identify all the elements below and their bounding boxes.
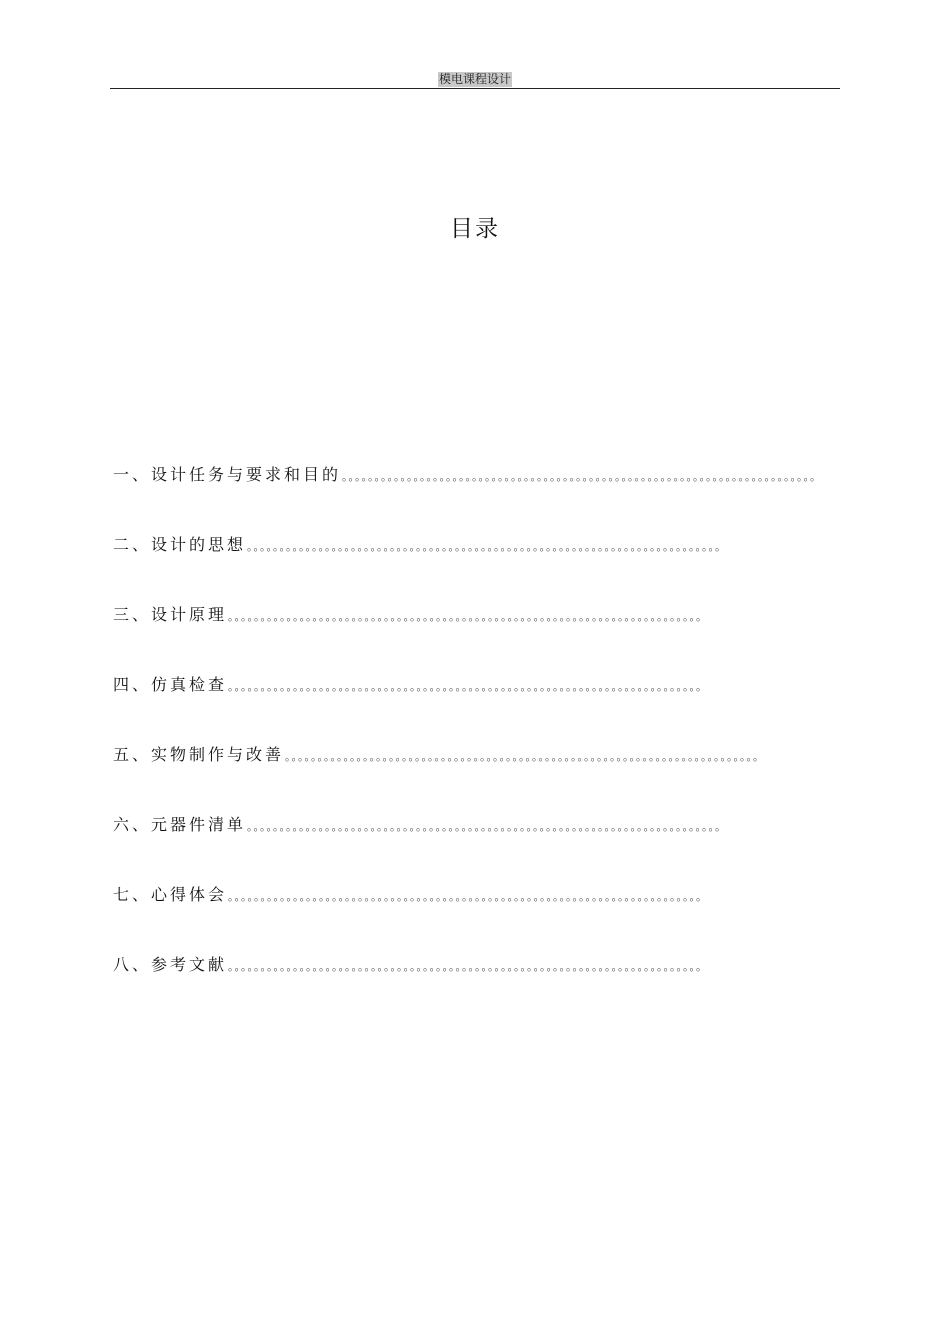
toc-entry-label: 四、仿真检查: [113, 675, 228, 694]
toc-entry-label: 七、心得体会: [113, 885, 228, 904]
toc-entry-label: 五、实物制作与改善: [113, 745, 285, 764]
toc-dot-leader: [342, 468, 828, 484]
page-header: [110, 68, 840, 89]
toc-entry-build[interactable]: [113, 742, 828, 812]
header-label: 模电课程设计: [438, 72, 511, 86]
toc-entry-references[interactable]: [113, 952, 828, 1022]
toc-entry-simulation[interactable]: [113, 672, 828, 742]
toc-entry-label: 六、元器件清单: [113, 815, 247, 834]
toc-entry-task[interactable]: [113, 462, 828, 532]
toc-entry-label: 二、设计的思想: [113, 535, 247, 554]
table-of-contents: [113, 462, 828, 1022]
page-title: 目录: [450, 216, 500, 242]
toc-entry-idea[interactable]: [113, 532, 828, 602]
toc-dot-leader: [228, 678, 828, 694]
toc-dot-leader: [228, 608, 828, 624]
toc-dot-leader: [228, 888, 828, 904]
toc-entry-label: 一、设计任务与要求和目的: [113, 465, 342, 484]
toc-dot-leader: [228, 958, 828, 974]
toc-entry-label: 三、设计原理: [113, 605, 228, 624]
toc-entry-label: 八、参考文献: [113, 955, 228, 974]
toc-dot-leader: [247, 818, 828, 834]
toc-entry-principle[interactable]: [113, 602, 828, 672]
toc-dot-leader: [285, 748, 828, 764]
toc-entry-components[interactable]: [113, 812, 828, 882]
toc-entry-reflection[interactable]: [113, 882, 828, 952]
toc-dot-leader: [247, 538, 828, 554]
